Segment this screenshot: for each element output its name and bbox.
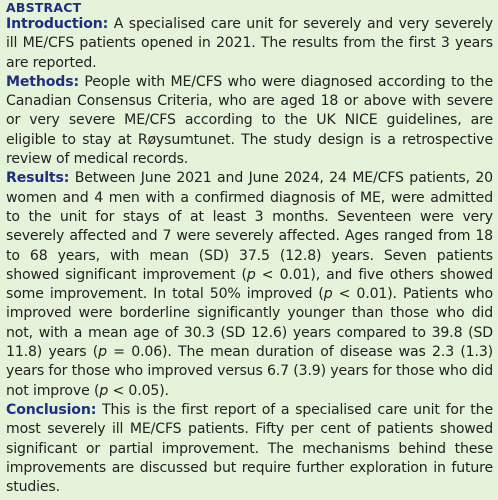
results-label: Results:: [6, 170, 70, 187]
results-text-3: < 0.01). Patients who improved were borderline significantly younger than those who did not, with a mean age of 30.3 (SD 12.6) years compared to 39.8 (SD 11.8) years (: [6, 286, 493, 361]
introduction-text: A specialised care unit for severely and very severely ill ME/CFS patients opened in 2021. The results from the first 3 years are reported.: [6, 16, 493, 71]
conclusion-text: This is the first report of a specialised care unit for the most severely ill ME/CFS patients. Fifty per cent of patients showed significant or partial improvement. The mechanisms behind these improvements are discussed but require further exploration in future studies.: [6, 401, 493, 496]
conclusion-paragraph: [6, 401, 493, 497]
results-text-1: Between June 2021 and June 2024, 24 ME/CFS patients, 20 women and 4 men with a confirmed diagnosis of ME, were admitted to the unit for stays of at least 3 months. Seventeen were very severely affected and 7 were severely affected. Ages ranged from 18 to 68 years, with mean (SD) 37.5 (12.8) years. Seven patients showed significant improvement (: [6, 170, 493, 283]
introduction-paragraph: [6, 15, 493, 73]
results-text-5: < 0.05).: [108, 382, 169, 399]
p-value-symbol-3: p: [98, 344, 107, 361]
p-value-symbol-4: p: [99, 382, 109, 399]
methods-label: Methods:: [6, 73, 79, 90]
p-value-symbol-1: p: [246, 266, 256, 283]
results-text-4: = 0.06). The mean duration of disease was 2.3 (1.3) years for those who improved versus 6.7 (3.9) years for those who did not improve (: [6, 344, 493, 399]
methods-text: People with ME/CFS who were diagnosed according to the Canadian Consensus Criteria, who are aged 18 or above with severe or very severe ME/CFS according to the UK NICE guidelines, are eligible to stay at Røysumtunet. The study design is a retrospective review of medical records.: [6, 73, 493, 168]
conclusion-label: Conclusion:: [6, 401, 97, 418]
results-paragraph: [6, 169, 493, 401]
abstract-heading: ABSTRACT: [6, 0, 82, 15]
introduction-label: Introduction:: [6, 16, 109, 32]
methods-paragraph: [6, 73, 493, 169]
p-value-symbol-2: p: [323, 286, 333, 303]
results-text-2: < 0.01), and five others showed some improvement. In total 50% improved (: [6, 266, 493, 303]
